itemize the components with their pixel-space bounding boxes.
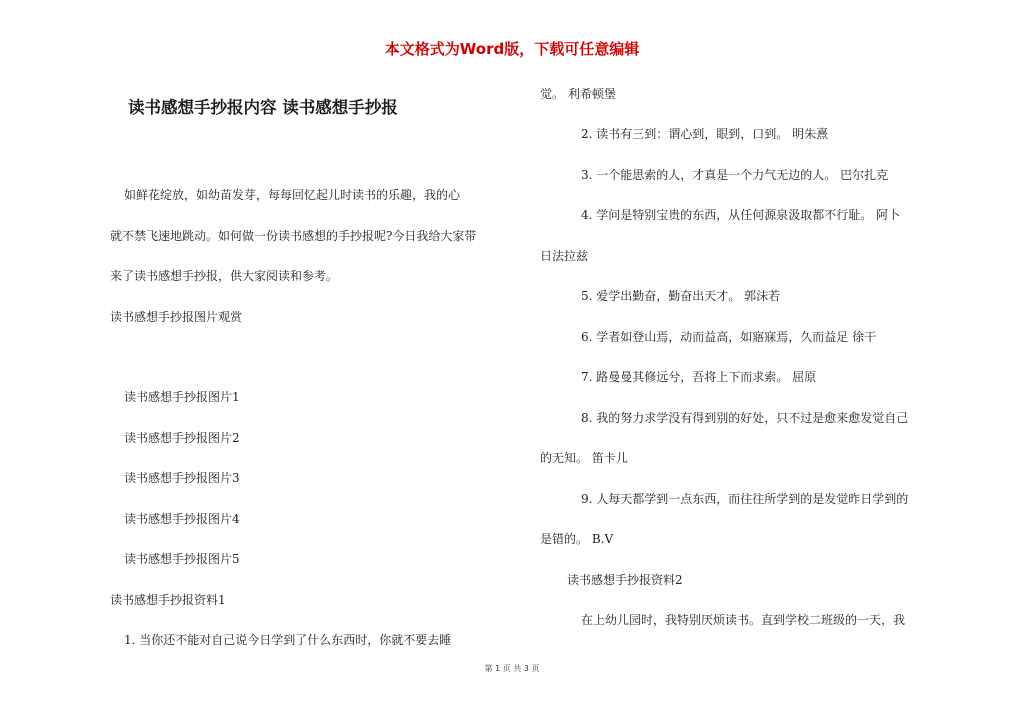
quote-item-4-continued: 日法拉兹 [540,249,589,263]
gallery-heading: 读书感想手抄报图片观赏 [110,310,243,324]
intro-line-1: 如鲜花绽放，如幼苗发芽，每每回忆起儿时读书的乐趣，我的心 [124,188,461,202]
quote-item-9-continued: 是错的。 B.V [540,532,614,546]
quote-item-1-continued: 觉。 利希顿堡 [540,87,616,101]
intro-line-2: 就不禁飞速地跳动。如何做一份读书感想的手抄报呢?今日我给大家带 [110,229,477,243]
quote-item-3: 3. 一个能思索的人，才真是一个力气无边的人。 巴尔扎克 [581,168,889,182]
quote-item-2: 2. 读书有三到：谓心到，眼到，口到。 明朱熹 [581,127,829,141]
intro-line-3: 来了读书感想手抄报，供大家阅读和参考。 [110,269,339,283]
page-footer: 第 1 页 共 3 页 [484,664,540,673]
document-title: 读书感想手抄报内容 读书感想手抄报 [128,98,398,117]
quote-item-9: 9. 人每天都学到一点东西，而往往所学到的是发觉昨日学到的 [581,492,909,506]
picture-label-3: 读书感想手抄报图片3 [124,471,240,485]
picture-label-1: 读书感想手抄报图片1 [124,390,240,404]
picture-label-4: 读书感想手抄报图片4 [124,512,240,526]
quote-item-6: 6. 学者如登山焉，动而益高，如寤寐焉，久而益足 徐干 [581,330,877,344]
picture-label-5: 读书感想手抄报图片5 [124,552,240,566]
quote-item-8-continued: 的无知。 笛卡儿 [540,451,628,465]
download-banner: 本文格式为Word版，下载可任意编辑 [384,40,640,58]
material-2-heading: 读书感想手抄报资料2 [567,573,683,587]
material-1-heading: 读书感想手抄报资料1 [110,593,226,607]
picture-label-2: 读书感想手抄报图片2 [124,431,240,445]
story-paragraph-start: 在上幼儿园时，我特别厌烦读书。直到学校二班级的一天，我 [581,613,906,627]
quote-item-4: 4. 学问是特别宝贵的东西，从任何源泉汲取都不行耻。 阿卜 [581,208,901,222]
quote-item-1: 1. 当你还不能对自己说今日学到了什么东西时，你就不要去睡 [124,633,452,647]
quote-item-8: 8. 我的努力求学没有得到别的好处，只不过是愈来愈发觉自己 [581,411,909,425]
quote-item-5: 5. 爱学出勤奋，勤奋出天才。 郭沫若 [581,289,781,303]
quote-item-7: 7. 路曼曼其修远兮，吾将上下而求索。 屈原 [581,370,817,384]
